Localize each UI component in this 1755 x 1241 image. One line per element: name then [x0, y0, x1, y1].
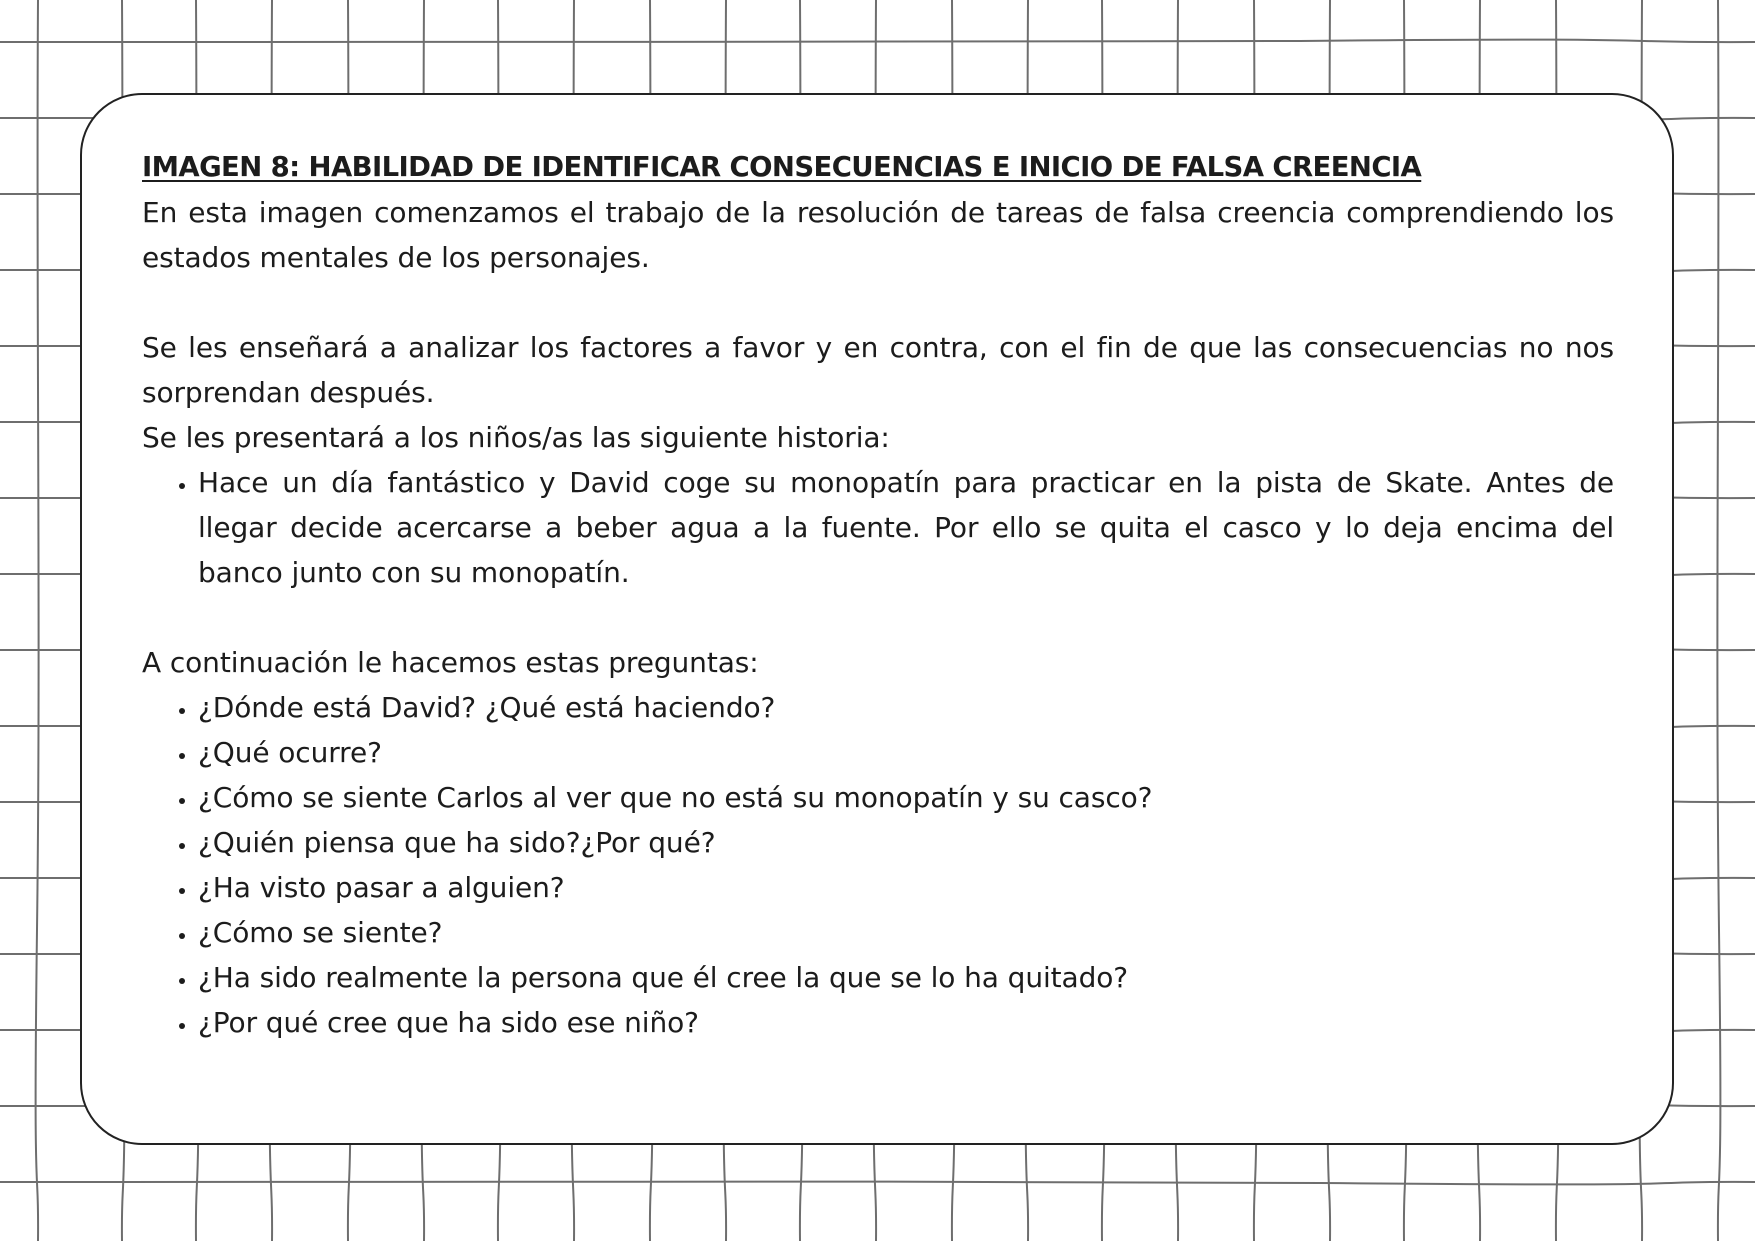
list-item: • ¿Qué ocurre? [198, 730, 1614, 775]
intro-paragraph: En esta imagen comenzamos el trabajo de la resolución de tareas de falsa creencia comprendiendo los estados mentales de los personajes. [142, 196, 1614, 274]
list-item: • ¿Cómo se siente Carlos al ver que no está su monopatín y su casco? [198, 775, 1614, 820]
story-list [142, 460, 1614, 595]
list-item: • Hace un día fantástico y David coge su monopatín para practicar en la pista de Skate. Antes de llegar decide acercarse a beber agua a la fuente. Por ello se quita el casco y lo deja encima del banco junto con su monopatín. [198, 460, 1614, 595]
list-item: • ¿Quién piensa que ha sido?¿Por qué? [198, 820, 1614, 865]
paragraph-spacer [142, 280, 1614, 325]
list-item: • ¿Ha sido realmente la persona que él cree la que se lo ha quitado? [198, 955, 1614, 1000]
list-item: • ¿Dónde está David? ¿Qué está haciendo? [198, 685, 1614, 730]
questions-list [142, 685, 1614, 1045]
list-item: • ¿Ha visto pasar a alguien? [198, 865, 1614, 910]
document-body [142, 145, 1614, 1045]
list-item: • ¿Cómo se siente? [198, 910, 1614, 955]
questions-intro: A continuación le hacemos estas preguntas: [142, 646, 759, 679]
story-intro: Se les presentará a los niños/as las siguiente historia: [142, 421, 890, 454]
page-title: IMAGEN 8: HABILIDAD DE IDENTIFICAR CONSECUENCIAS E INICIO DE FALSA CREENCIA [142, 151, 1422, 183]
paragraph-spacer [142, 595, 1614, 640]
list-item: • ¿Por qué cree que ha sido ese niño? [198, 1000, 1614, 1045]
analysis-paragraph: Se les enseñará a analizar los factores a favor y en contra, con el fin de que las consecuencias no nos sorprendan después. [142, 331, 1614, 409]
